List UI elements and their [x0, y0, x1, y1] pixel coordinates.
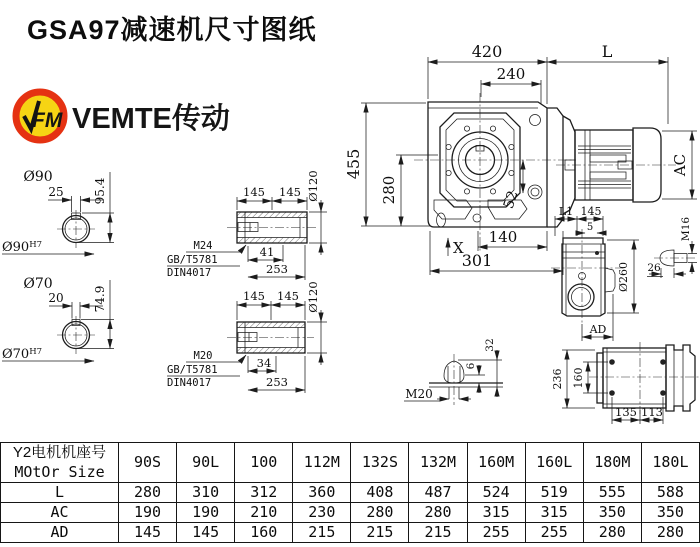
cell-L-132M: 487: [409, 483, 467, 503]
brand-text: VEMTE传动: [72, 102, 230, 135]
hollow-shaft-top: [167, 170, 327, 280]
shaft90-keyw: 25: [48, 185, 64, 199]
cell-AD-160L: 255: [525, 523, 583, 543]
cell-AD-100: 160: [235, 523, 293, 543]
dim-52: 52: [500, 188, 522, 211]
hb-std1: GB/T5781: [167, 364, 218, 376]
ht-keylen: 41: [259, 245, 275, 259]
cell-AD-132M: 215: [409, 523, 467, 543]
motor-fins: [578, 146, 631, 188]
dim-L: L: [601, 42, 613, 61]
shaft70-label: Ø70: [23, 276, 53, 292]
page-title: GSA97减速机尺寸图纸: [27, 15, 317, 45]
tv-236: 236: [551, 368, 564, 390]
dim-240: 240: [496, 65, 526, 83]
dim-301: 301: [461, 251, 493, 270]
sv-l1: L1: [558, 205, 574, 218]
hb-keylen: 34: [256, 356, 272, 370]
dim-140: 140: [488, 228, 518, 246]
bm20-32: 32: [484, 338, 496, 352]
sv-od260: Ø260: [617, 261, 630, 293]
hb-std2: DIN4017: [167, 377, 212, 389]
cell-AD-112M: 215: [293, 523, 351, 543]
bm20-6: 6: [465, 362, 477, 370]
shaft90-keyh: 95.4: [93, 177, 107, 205]
ht-thread: M24: [193, 240, 213, 252]
hb-len1: 145: [243, 289, 265, 303]
hb-len2: 145: [277, 289, 299, 303]
ht-len1: 145: [243, 185, 265, 199]
motor-size-table: [0, 442, 700, 543]
ht-std2: DIN4017: [167, 267, 212, 279]
cell-AC-180M: 350: [583, 503, 641, 523]
shaft70-bore: $Ø70^{H7}$: [2, 347, 43, 362]
col-132S: 132S: [351, 443, 409, 483]
table-row-AC: [1, 503, 700, 523]
cell-AC-90S: 190: [119, 503, 177, 523]
cell-AD-160M: 255: [467, 523, 525, 543]
col-160M: 160M: [467, 443, 525, 483]
cell-L-90L: 310: [177, 483, 235, 503]
table-row-AD: [1, 523, 700, 543]
bolt-m16-detail: [647, 217, 697, 278]
row-label-L: L: [1, 483, 119, 503]
ht-std1: GB/T5781: [167, 254, 218, 266]
side-view-dimensions: [555, 205, 639, 341]
cell-L-180L: 588: [641, 483, 699, 503]
tv-113: 113: [641, 405, 663, 419]
shaft70-keyh: 74.9: [93, 285, 107, 313]
cell-AC-180L: 350: [641, 503, 699, 523]
dim-280: 280: [380, 175, 398, 205]
side-view: [551, 205, 697, 341]
table-row-L: [1, 483, 700, 503]
header-cn: Y2电机机座号: [12, 443, 107, 461]
shaft90-bore: $Ø90^{H7}$: [2, 240, 43, 255]
logo-monogram: FM: [32, 109, 63, 132]
cell-L-180M: 555: [583, 483, 641, 503]
hb-total: 253: [266, 375, 288, 389]
hb-od: Ø120: [306, 281, 320, 313]
cell-AD-180L: 280: [641, 523, 699, 543]
hb-thread: M20: [193, 350, 213, 362]
cell-L-112M: 360: [293, 483, 351, 503]
cell-AC-112M: 230: [293, 503, 351, 523]
cell-L-90S: 280: [119, 483, 177, 503]
dim-420: 420: [471, 42, 503, 61]
cell-L-100: 312: [235, 483, 293, 503]
cell-AC-90L: 190: [177, 503, 235, 523]
cell-AD-180M: 280: [583, 523, 641, 543]
table-corner-cell: [1, 443, 119, 483]
hollow-top-dimensions: [167, 170, 327, 280]
col-180L: 180L: [641, 443, 699, 483]
shaft90-label: Ø90: [23, 169, 53, 185]
ht-len2: 145: [279, 185, 301, 199]
col-100: 100: [235, 443, 293, 483]
cell-AC-132S: 280: [351, 503, 409, 523]
cell-AC-132M: 280: [409, 503, 467, 523]
cell-AC-160L: 315: [525, 503, 583, 523]
bolt-m20-detail: [404, 338, 503, 405]
ht-od: Ø120: [306, 170, 320, 202]
cell-AD-90L: 145: [177, 523, 235, 543]
col-132M: 132M: [409, 443, 467, 483]
col-180M: 180M: [583, 443, 641, 483]
shaft-bore-90: [2, 169, 114, 255]
cell-L-160M: 524: [467, 483, 525, 503]
cell-AC-160M: 315: [467, 503, 525, 523]
bm20-thread: M20: [405, 387, 433, 401]
hollow-shaft-bottom: [167, 281, 327, 393]
sv-ad: AD: [589, 323, 607, 336]
shaft-bore-70: [2, 276, 114, 362]
sv-m16: M16: [680, 216, 692, 242]
sv-145: 145: [580, 205, 602, 218]
sv-5: 5: [586, 222, 594, 233]
tv-160: 160: [572, 367, 585, 389]
tv-135: 135: [615, 405, 637, 419]
cell-AD-132S: 215: [351, 523, 409, 543]
table-header-row: [1, 443, 700, 483]
cell-L-132S: 408: [351, 483, 409, 503]
hollow-bottom-dimensions: [167, 281, 327, 393]
col-90L: 90L: [177, 443, 235, 483]
cell-AD-90S: 145: [119, 523, 177, 543]
ht-total: 253: [266, 262, 288, 276]
col-160L: 160L: [525, 443, 583, 483]
shaft70-keyw: 20: [48, 291, 64, 305]
cell-L-160L: 519: [525, 483, 583, 503]
dim-455: 455: [344, 148, 363, 180]
row-label-AC: AC: [1, 503, 119, 523]
header-en: MOtOr Size: [14, 462, 105, 481]
top-view: [551, 342, 700, 424]
cell-AC-100: 210: [235, 503, 293, 523]
row-label-AD: AD: [1, 523, 119, 543]
front-view: [344, 42, 697, 275]
col-90S: 90S: [119, 443, 177, 483]
dim-X: X: [453, 239, 464, 257]
col-112M: 112M: [293, 443, 351, 483]
dim-AC: AC: [671, 153, 689, 177]
sv-26: 26: [647, 262, 661, 274]
